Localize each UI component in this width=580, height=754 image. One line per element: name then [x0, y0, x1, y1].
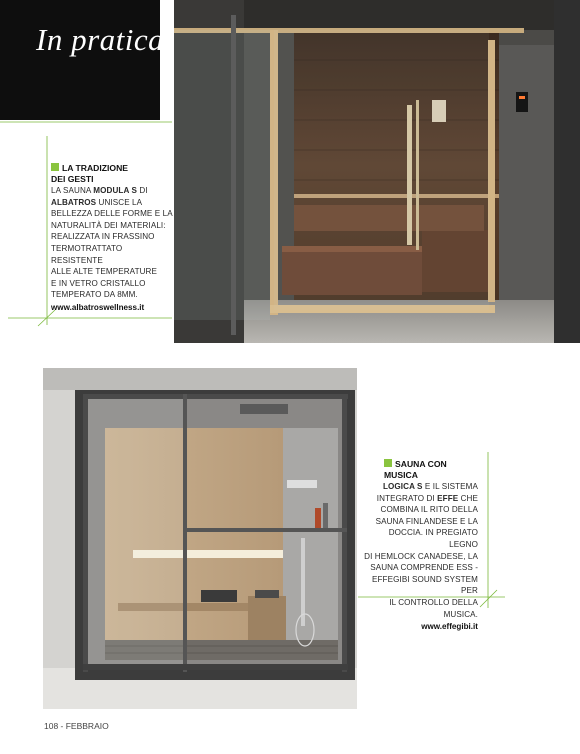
- caption-body-line: TERMOTRATTATO RESISTENTE: [51, 243, 123, 265]
- caption-body-line: BELLEZZA DELLE FORME E LA: [51, 209, 173, 219]
- sauna-illustration-2: [43, 368, 357, 709]
- caption-title-line1: LA TRADIZIONE: [62, 163, 129, 173]
- caption-body-line: COMBINA IL RITO DELLA: [380, 505, 478, 515]
- caption-title-line2: DEI GESTI: [51, 174, 94, 184]
- caption-body-line: INTEGRATO DI EFFE CHE: [376, 493, 478, 503]
- caption-title: [51, 163, 176, 174]
- caption-effegibi: [360, 459, 478, 631]
- caption-body: [360, 481, 478, 620]
- caption-body-line: ALLE ALTE TEMPERATURE: [51, 267, 158, 277]
- caption-title-text: SAUNA CON MUSICA: [384, 459, 447, 480]
- caption-body-line: EFFEGIBI SOUND SYSTEM PER: [372, 574, 478, 596]
- bullet-square-icon: [384, 459, 392, 467]
- caption-body-line: SAUNA COMPRENDE ESS -: [370, 563, 478, 573]
- sauna-photo-modula: [174, 0, 580, 343]
- caption-body-line: ALBATROS UNISCE LA: [51, 197, 143, 207]
- caption-body-line: IL CONTROLLO DELLA MUSICA.: [389, 597, 478, 619]
- effegibi-link[interactable]: www.effegibi.it: [421, 622, 478, 632]
- caption-body-line: SAUNA FINLANDESE E LA: [375, 516, 478, 526]
- sauna-photo-logica: [43, 368, 357, 709]
- section-script-title: In pratica: [36, 22, 165, 57]
- caption-title: [360, 459, 478, 481]
- caption-body-line: LA SAUNA MODULA S DI: [51, 186, 148, 195]
- caption-body-line: DI HEMLOCK CANADESE, LA: [364, 551, 478, 561]
- caption-body-line: REALIZZATA IN FRASSINO: [51, 232, 155, 242]
- sauna-illustration-1: [174, 0, 580, 343]
- caption-body-line: E IN VETRO CRISTALLO: [51, 278, 146, 288]
- page-footer: 108 - FEBBRAIO: [44, 721, 109, 731]
- caption-body: [51, 185, 176, 301]
- caption-body-line: NATURALITÀ DEI MATERIALI:: [51, 220, 166, 230]
- caption-body-line: LOGICA S E IL SISTEMA: [382, 482, 478, 491]
- caption-body-line: DOCCIA. IN PREGIATO LEGNO: [388, 528, 478, 549]
- caption-body-line: TEMPERATO DA 8MM.: [51, 290, 138, 300]
- caption-albatros: [51, 163, 176, 312]
- albatros-link[interactable]: www.albatroswellness.it: [51, 302, 145, 312]
- bullet-square-icon: [51, 163, 59, 171]
